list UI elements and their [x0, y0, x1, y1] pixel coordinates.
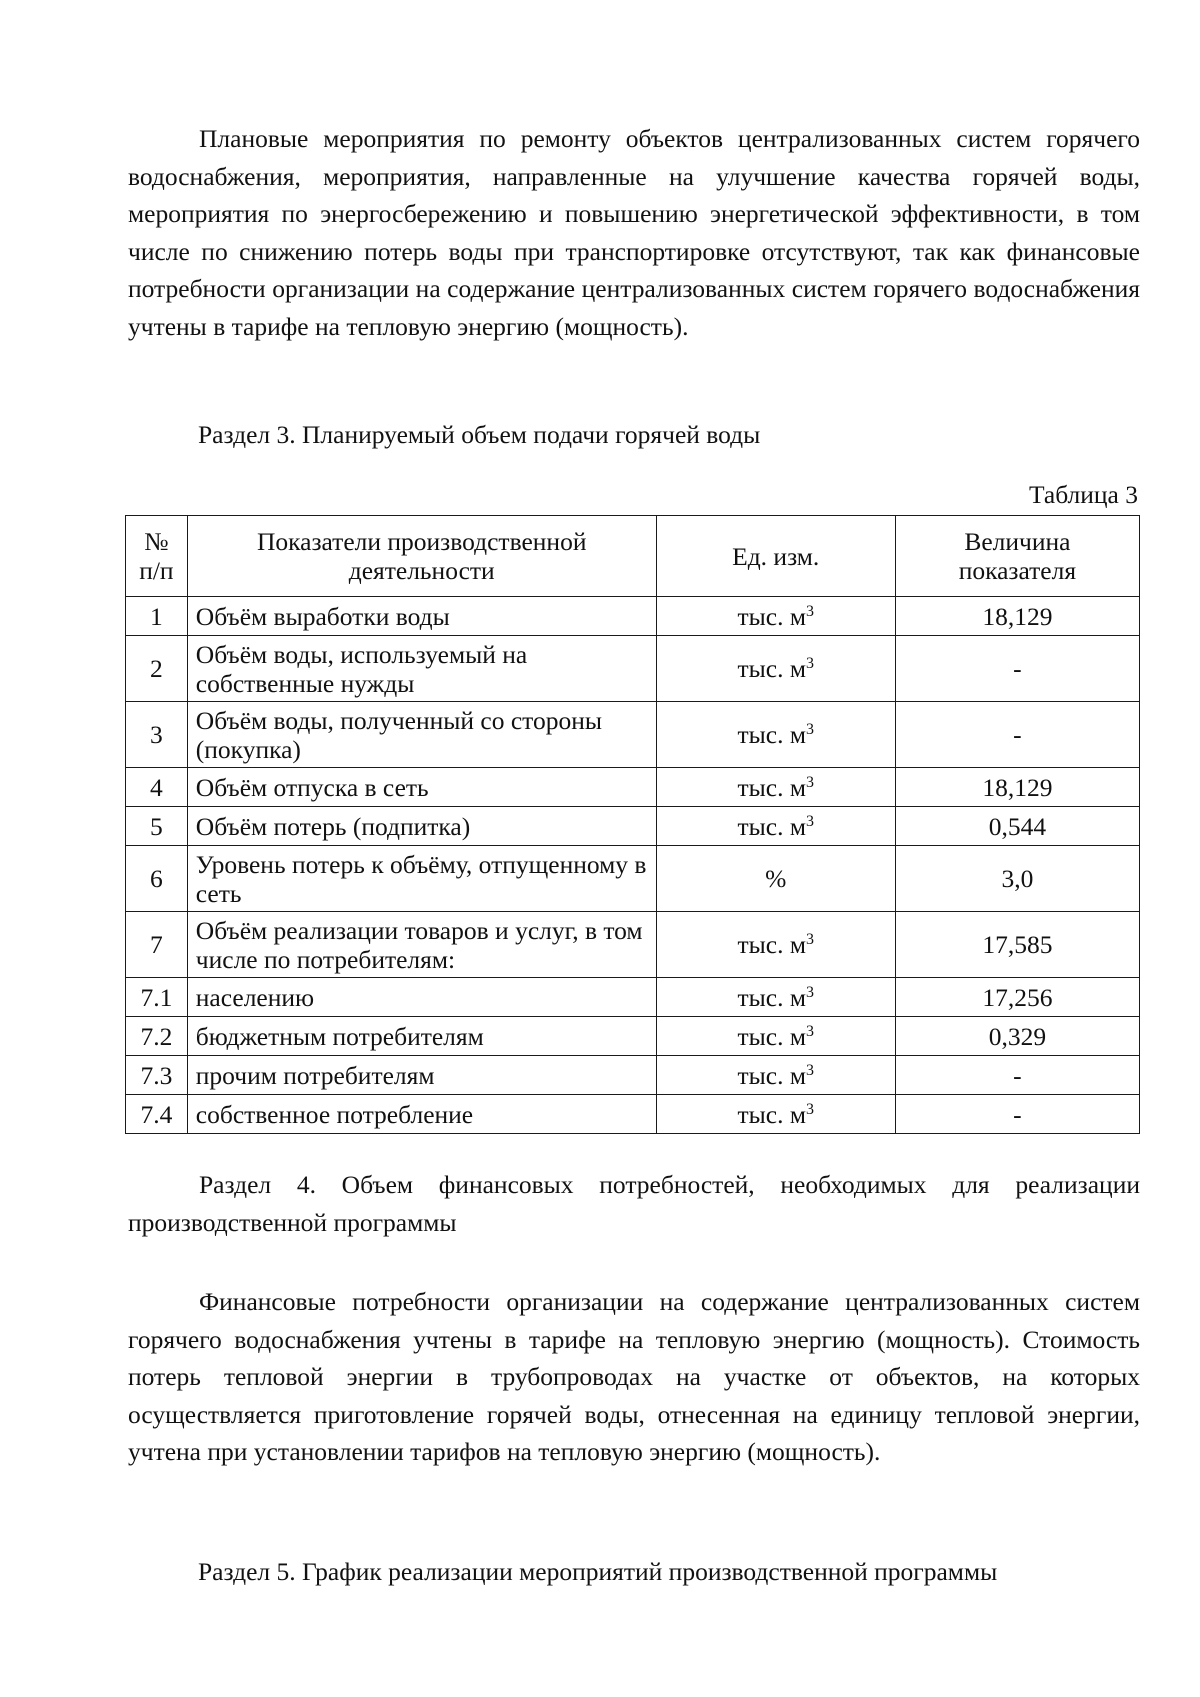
row-indicator: собственное потребление: [187, 1095, 656, 1134]
row-indicator: Объём отпуска в сеть: [187, 768, 656, 807]
header-number-line2: п/п: [139, 556, 174, 585]
unit-power: 3: [805, 983, 814, 1001]
row-unit: [656, 597, 895, 636]
unit-base: тыс. м: [737, 982, 806, 1012]
table-row: [126, 768, 1140, 807]
unit-base: тыс. м: [737, 1021, 806, 1051]
unit-base: тыс. м: [737, 1060, 806, 1090]
header-indicator: Показатели производственной деятельности: [187, 516, 656, 597]
section-4-title: Раздел 4. Объем финансовых потребностей, необходимых для реализации производственной программы: [128, 1170, 1140, 1237]
row-indicator: населению: [187, 978, 656, 1017]
row-number: 7.3: [126, 1056, 188, 1095]
unit-power: 3: [805, 721, 814, 738]
unit-power: 3: [805, 931, 814, 948]
table-row: [126, 1017, 1140, 1056]
row-number: 7.1: [126, 978, 188, 1017]
row-indicator: Объём воды, используемый на собственные нужды: [187, 636, 656, 702]
table-row: [126, 912, 1140, 978]
row-value: 17,256: [895, 978, 1139, 1017]
table-header-row: [126, 516, 1140, 597]
header-number-line1: №: [144, 527, 169, 556]
section-5-title: Раздел 5. График реализации мероприятий производственной программы: [198, 1557, 998, 1586]
row-value: 17,585: [895, 912, 1139, 978]
row-number: 2: [126, 636, 188, 702]
row-number: 6: [126, 846, 188, 912]
row-indicator: Объём воды, полученный со стороны (покупка): [187, 702, 656, 768]
row-indicator: Объём выработки воды: [187, 597, 656, 636]
table-row: [126, 846, 1140, 912]
row-unit: [656, 702, 895, 768]
header-unit: Ед. изм.: [656, 516, 895, 597]
table-row: [126, 597, 1140, 636]
hot-water-volume-table: [125, 515, 1140, 1134]
row-indicator: прочим потребителям: [187, 1056, 656, 1095]
row-number: 5: [126, 807, 188, 846]
header-value: Величина показателя: [895, 516, 1139, 597]
unit-power: 3: [805, 655, 814, 672]
row-number: 1: [126, 597, 188, 636]
row-indicator: бюджетным потребителям: [187, 1017, 656, 1056]
unit-power: 3: [805, 812, 814, 830]
row-value: 0,544: [895, 807, 1139, 846]
table-body: [126, 597, 1140, 1134]
row-unit: [656, 1017, 895, 1056]
table-row: [126, 702, 1140, 768]
row-unit: %: [656, 846, 895, 912]
row-indicator: Объём потерь (подпитка): [187, 807, 656, 846]
unit-base: тыс. м: [737, 811, 806, 841]
table-row: [126, 978, 1140, 1017]
unit-base: тыс. м: [737, 772, 806, 802]
unit-base: тыс. м: [737, 930, 806, 959]
unit-base: тыс. м: [737, 601, 806, 631]
row-number: 7: [126, 912, 188, 978]
row-value: 3,0: [895, 846, 1139, 912]
row-value: 0,329: [895, 1017, 1139, 1056]
row-unit: [656, 978, 895, 1017]
row-number: 4: [126, 768, 188, 807]
row-unit: [656, 1095, 895, 1134]
section-3-title: Раздел 3. Планируемый объем подачи горячей воды: [198, 420, 761, 449]
row-unit: [656, 912, 895, 978]
unit-power: 3: [805, 602, 814, 620]
row-value: -: [895, 1056, 1139, 1095]
paragraph-planned-measures: Плановые мероприятия по ремонту объектов централизованных систем горячего водоснабжения, мероприятия, направленные на улучшение качества горячей воды, мероприятия по энергосбережению и повышению энергетической эффективности, в том числе по снижению потерь воды при транспортировке отсутствуют, так как финансовые потребности организации на содержание централизованных систем горячего водоснабжения учтены в тарифе на тепловую энергию (мощность).: [128, 124, 1140, 341]
row-number: 7.2: [126, 1017, 188, 1056]
unit-power: 3: [805, 1100, 814, 1118]
table-row: [126, 1095, 1140, 1134]
row-value: 18,129: [895, 597, 1139, 636]
unit-power: 3: [805, 773, 814, 791]
row-unit: [656, 807, 895, 846]
unit-base: тыс. м: [737, 720, 806, 749]
table-label: Таблица 3: [1028, 480, 1138, 509]
row-unit: [656, 768, 895, 807]
row-unit: [656, 636, 895, 702]
row-value: -: [895, 1095, 1139, 1134]
table-row: [126, 636, 1140, 702]
row-unit: [656, 1056, 895, 1095]
row-number: 3: [126, 702, 188, 768]
unit-base: тыс. м: [737, 1099, 806, 1129]
row-indicator: Уровень потерь к объёму, отпущенному в сеть: [187, 846, 656, 912]
row-number: 7.4: [126, 1095, 188, 1134]
row-value: -: [895, 636, 1139, 702]
row-value: -: [895, 702, 1139, 768]
row-value: 18,129: [895, 768, 1139, 807]
paragraph-financial-needs: Финансовые потребности организации на содержание централизованных систем горячего водоснабжения учтены в тарифе на тепловую энергию (мощность). Стоимость потерь тепловой энергии в трубопроводах на участке от объектов, на которых осуществляется приготовление горячей воды, отнесенная на единицу тепловой энергии, учтена при установлении тарифов на тепловую энергию (мощность).: [128, 1287, 1140, 1466]
table-row: [126, 1056, 1140, 1095]
unit-power: 3: [805, 1022, 814, 1040]
row-indicator: Объём реализации товаров и услуг, в том числе по потребителям:: [187, 912, 656, 978]
unit-power: 3: [805, 1061, 814, 1079]
header-number: [126, 516, 188, 597]
table-row: [126, 807, 1140, 846]
unit-base: тыс. м: [737, 654, 806, 683]
